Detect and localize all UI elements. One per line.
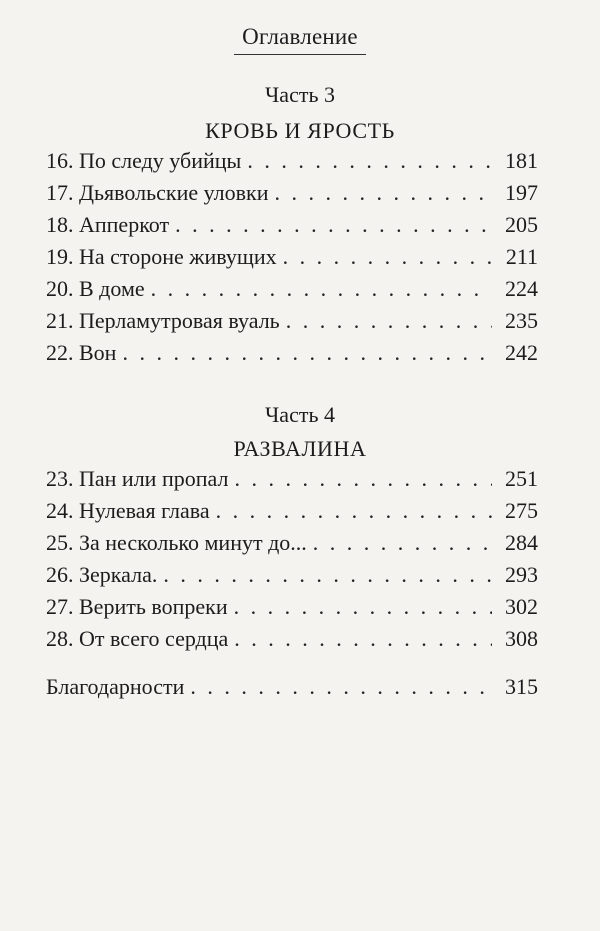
toc-part-3	[46, 148, 538, 372]
toc-entry-page: 275	[505, 498, 538, 523]
page-header	[0, 24, 600, 55]
toc-entry-label: 22. Вон	[46, 340, 117, 365]
toc-entry[interactable]	[46, 466, 538, 498]
toc-entry-page: 284	[505, 530, 538, 555]
toc-entry-label: 20. В доме	[46, 276, 145, 301]
toc-entry-page: 251	[505, 466, 538, 491]
toc-entry-label: 26. Зеркала.	[46, 562, 158, 587]
toc-entry[interactable]	[46, 308, 538, 340]
toc-acknowledgments	[46, 674, 538, 706]
toc-entry-page: 205	[505, 212, 538, 237]
toc-entry-label: Благодарности	[46, 674, 185, 699]
toc-entry-label: 28. От всего сердца	[46, 626, 229, 651]
toc-entry[interactable]	[46, 530, 538, 562]
toc-entry[interactable]	[46, 212, 538, 244]
toc-entry-page: 181	[505, 148, 538, 173]
toc-entry[interactable]	[46, 148, 538, 180]
toc-entry-page: 293	[505, 562, 538, 587]
leader-dots	[163, 562, 492, 588]
toc-entry-label: 27. Верить вопреки	[46, 594, 228, 619]
toc-entry-page: 308	[505, 626, 538, 651]
toc-entry-label: 17. Дьявольские уловки	[46, 180, 269, 205]
part-4-label: Часть 4	[265, 402, 335, 427]
toc-entry[interactable]	[46, 626, 538, 658]
leader-dots	[234, 626, 492, 652]
part-3-label: Часть 3	[265, 82, 335, 107]
toc-entry-label: 21. Перламутровая вуаль	[46, 308, 280, 333]
leader-dots	[234, 594, 492, 620]
toc-entry-page: 315	[505, 674, 538, 699]
leader-dots	[175, 212, 492, 238]
toc-entry[interactable]	[46, 594, 538, 626]
toc-entry[interactable]	[46, 340, 538, 372]
leader-dots	[247, 148, 492, 174]
leader-dots	[234, 466, 492, 492]
page-title: Оглавление	[234, 24, 366, 55]
part-4-title: РАЗВАЛИНА	[233, 436, 367, 461]
toc-entry-label: 18. Апперкот	[46, 212, 170, 237]
toc-entry[interactable]	[46, 244, 538, 276]
toc-entry-label: 23. Пан или пропал	[46, 466, 229, 491]
toc-entry[interactable]	[46, 562, 538, 594]
toc-entry[interactable]	[46, 498, 538, 530]
leader-dots	[216, 498, 492, 524]
toc-entry-label: 25. За несколько минут до...	[46, 530, 307, 555]
toc-entry-label: 24. Нулевая глава	[46, 498, 210, 523]
toc-entry-page: 302	[505, 594, 538, 619]
leader-dots	[286, 308, 492, 334]
leader-dots	[313, 530, 492, 556]
toc-entry-page: 211	[505, 244, 538, 269]
leader-dots	[122, 340, 492, 366]
leader-dots	[274, 180, 492, 206]
leader-dots	[283, 244, 492, 270]
toc-entry-label: 19. На стороне живущих	[46, 244, 277, 269]
toc-entry-label: 16. По следу убийцы	[46, 148, 242, 173]
toc-entry-page: 224	[505, 276, 538, 301]
toc-entry-page: 235	[505, 308, 538, 333]
toc-part-4	[46, 466, 538, 658]
leader-dots	[190, 674, 492, 700]
toc-entry[interactable]	[46, 674, 538, 706]
toc-entry[interactable]	[46, 180, 538, 212]
toc-entry[interactable]	[46, 276, 538, 308]
part-3-title: КРОВЬ И ЯРОСТЬ	[205, 118, 395, 143]
toc-entry-page: 242	[505, 340, 538, 365]
leader-dots	[151, 276, 492, 302]
toc-entry-page: 197	[505, 180, 538, 205]
